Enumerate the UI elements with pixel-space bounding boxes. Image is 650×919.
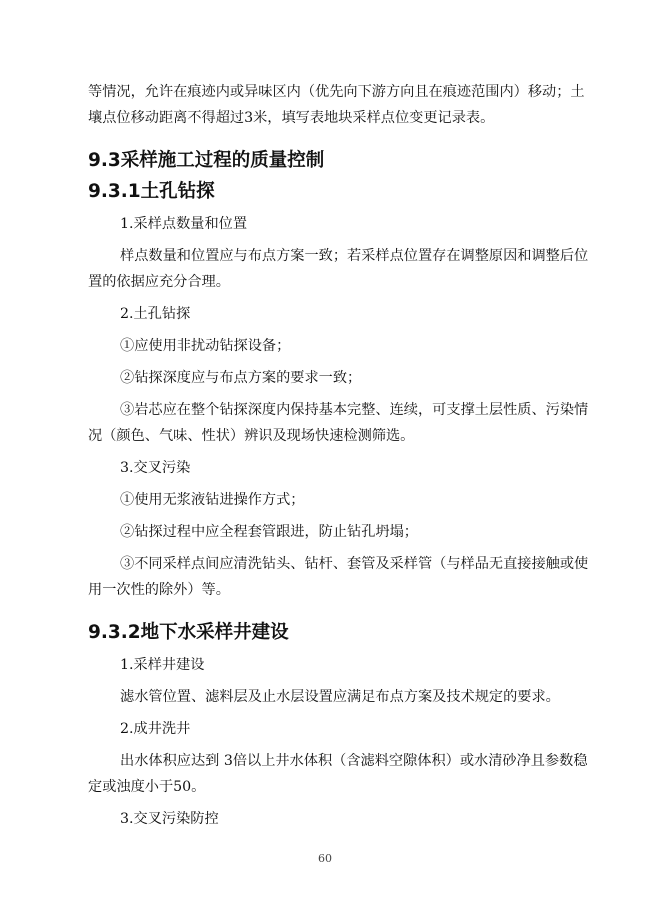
- list-item: ③不同采样点间应清洗钻头、钻杆、套管及采样管（与样品无直接接触或使: [120, 556, 589, 572]
- list-item: ②钻探深度应与布点方案的要求一致；: [120, 370, 362, 386]
- item-title: 2.成井洗井: [120, 721, 191, 737]
- item-title: 1.采样点数量和位置: [120, 216, 248, 232]
- item-title: 3.交叉污染: [120, 460, 191, 476]
- paragraph-line: 样点数量和位置应与布点方案一致；若采样点位置存在调整原因和调整后位: [120, 248, 589, 264]
- page-number: 60: [318, 852, 332, 865]
- list-item: ①使用无浆液钻进操作方式；: [120, 492, 305, 508]
- subsection-heading-9-3-1: 9.3.1土孔钻探: [88, 181, 215, 202]
- item-title: 3.交叉污染防控: [120, 811, 219, 827]
- paragraph-line: 出水体积应达到 3倍以上井水体积（含滤料空隙体积）或水清砂净且参数稳: [120, 753, 588, 769]
- paragraph-line: 置的依据应充分合理。: [88, 274, 230, 290]
- paragraph-line: 滤水管位置、滤料层及止水层设置应满足布点方案及技术规定的要求。: [120, 689, 560, 705]
- paragraph-line: 况（颜色、气味、性状）辨识及现场快速检测筛选。: [88, 428, 415, 444]
- paragraph-line: 定或浊度小于50。: [88, 779, 206, 795]
- paragraph-line: 等情况，允许在痕迹内或异味区内（优先向下游方向且在痕迹范围内）移动；土: [88, 84, 585, 100]
- item-title: 1.采样井建设: [120, 657, 205, 673]
- item-title: 2.土孔钻探: [120, 306, 191, 322]
- paragraph-line: 用一次性的除外）等。: [88, 582, 230, 598]
- subsection-heading-9-3-2: 9.3.2地下水采样井建设: [88, 622, 289, 643]
- section-heading-9-3: 9.3采样施工过程的质量控制: [88, 150, 325, 171]
- list-item: ①应使用非扰动钻探设备；: [120, 338, 291, 354]
- paragraph-line: 壤点位移动距离不得超过3米，填写表地块采样点位变更记录表。: [88, 110, 495, 126]
- list-item: ③岩芯应在整个钻探深度内保持基本完整、连续，可支撑土层性质、污染情: [120, 402, 589, 418]
- list-item: ②钻探过程中应全程套管跟进，防止钻孔坍塌；: [120, 524, 418, 540]
